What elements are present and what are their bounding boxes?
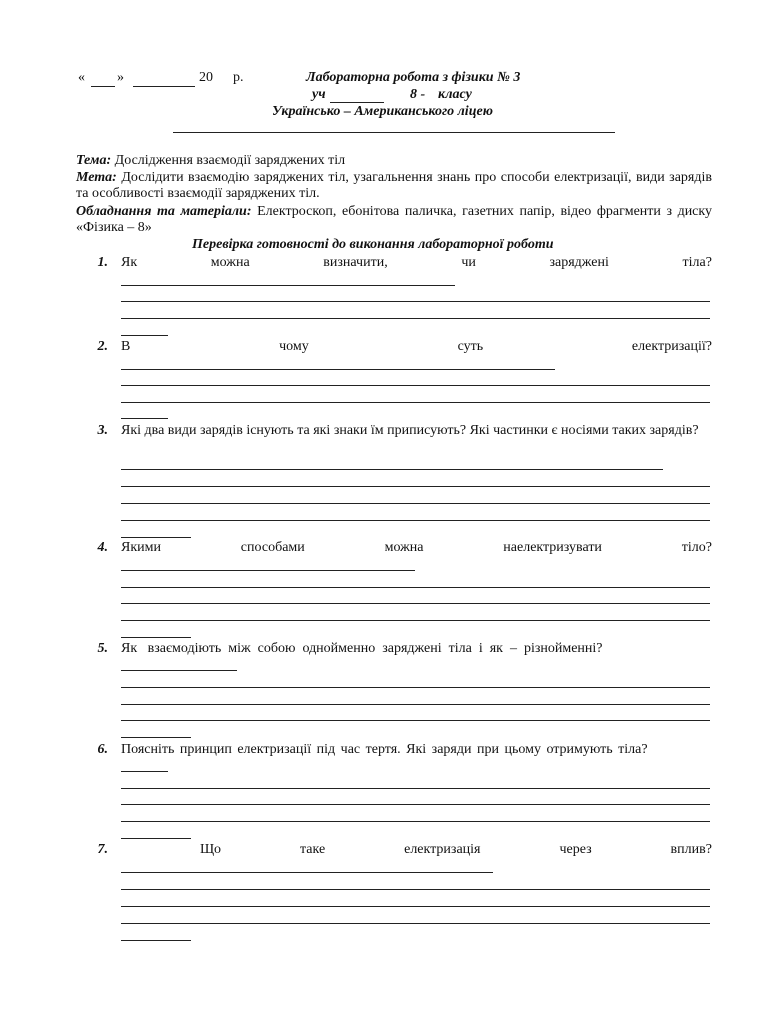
answer-line[interactable] xyxy=(121,285,455,286)
answer-line[interactable] xyxy=(121,940,191,941)
equipment-text: Електроскоп, ебонітова паличка, газетних папір, відео фрагменти з диску «Фізика – 8» xyxy=(76,204,713,235)
word: суть xyxy=(457,339,484,354)
answer-line[interactable] xyxy=(121,906,710,907)
answer-line[interactable] xyxy=(121,486,710,487)
question-text: Поясніть принцип електризації під час тертя. Які заряди при цьому отримують тіла? xyxy=(121,742,648,757)
word: Якими xyxy=(121,540,161,555)
word: заряджені xyxy=(549,255,609,270)
question-text xyxy=(121,255,712,271)
answer-line[interactable] xyxy=(121,889,710,890)
answer-line[interactable] xyxy=(121,838,191,839)
word: через xyxy=(559,842,592,857)
answer-line[interactable] xyxy=(121,587,710,588)
question-number: 3. xyxy=(97,423,108,438)
date-year: 20 xyxy=(199,70,213,85)
answer-line[interactable] xyxy=(121,520,710,521)
class-label: класу xyxy=(438,87,472,102)
question-number: 5. xyxy=(97,641,108,656)
word: чому xyxy=(279,339,309,354)
answer-line[interactable] xyxy=(121,620,710,621)
answer-line[interactable] xyxy=(121,687,710,688)
topic-label: Тема: xyxy=(76,153,112,168)
question-text: Як взаємодіють між собою однойменно заряджені тіла і як – різнойменні? xyxy=(121,641,603,656)
word: можна xyxy=(210,255,250,270)
question-number: 1. xyxy=(97,255,108,270)
page-title: Лабораторна робота з фізики № 3 xyxy=(306,70,521,85)
answer-line[interactable] xyxy=(121,402,710,403)
goal-label: Мета: xyxy=(76,170,117,185)
word: тіла? xyxy=(682,255,712,270)
header-rule xyxy=(173,132,615,133)
question-text xyxy=(121,842,712,858)
question-number: 7. xyxy=(97,842,108,857)
goal-text: Дослідити взаємодію заряджених тіл, узагальнення знань про способи електризації, види зарядів та особливості взаємодії заряджених тіл. xyxy=(76,170,712,201)
student-name-blank[interactable] xyxy=(330,102,384,103)
answer-line[interactable] xyxy=(121,771,168,772)
word: вплив? xyxy=(670,842,712,857)
question-number: 6. xyxy=(97,742,108,757)
grade-label: 8 - xyxy=(410,87,426,102)
answer-line[interactable] xyxy=(121,570,415,571)
answer-line[interactable] xyxy=(121,704,710,705)
answer-line[interactable] xyxy=(121,503,710,504)
equipment-paragraph xyxy=(76,204,712,236)
word: таке xyxy=(300,842,326,857)
section-title: Перевірка готовності до виконання лабораторної роботи xyxy=(192,237,554,252)
answer-line[interactable] xyxy=(121,369,555,370)
word: Що xyxy=(199,842,222,857)
school-name: Українсько – Американського ліцею xyxy=(272,104,493,119)
word: Як xyxy=(121,255,138,270)
answer-line[interactable] xyxy=(121,385,710,386)
date-close: » xyxy=(117,70,124,85)
student-label: уч xyxy=(312,87,326,102)
answer-line[interactable] xyxy=(121,335,168,336)
question-text xyxy=(121,540,712,556)
question-text: Які два види зарядів існують та які знаки їм приписують? Які частинки є носіями таких зарядів? xyxy=(121,423,699,438)
answer-line[interactable] xyxy=(121,788,710,789)
answer-line[interactable] xyxy=(121,301,710,302)
question-number: 2. xyxy=(97,339,108,354)
word: В xyxy=(121,339,131,354)
date-open: « xyxy=(78,70,85,85)
answer-line[interactable] xyxy=(121,637,191,638)
question-number: 4. xyxy=(97,540,108,555)
word: наелектризувати xyxy=(503,540,602,555)
topic-line xyxy=(76,153,345,169)
answer-line[interactable] xyxy=(121,318,710,319)
date-month-blank[interactable] xyxy=(133,86,195,87)
answer-line[interactable] xyxy=(121,418,168,419)
answer-line[interactable] xyxy=(121,923,710,924)
answer-line[interactable] xyxy=(121,821,710,822)
word: можна xyxy=(384,540,424,555)
question-text xyxy=(121,339,712,355)
goal-paragraph xyxy=(76,170,712,202)
answer-line[interactable] xyxy=(121,537,191,538)
answer-line[interactable] xyxy=(121,737,191,738)
word: тіло? xyxy=(681,540,712,555)
answer-line[interactable] xyxy=(121,872,493,873)
answer-line[interactable] xyxy=(121,670,237,671)
date-year-suffix: р. xyxy=(233,70,244,85)
word: способами xyxy=(240,540,305,555)
answer-line[interactable] xyxy=(121,720,710,721)
answer-line[interactable] xyxy=(121,804,710,805)
date-day-blank[interactable] xyxy=(91,86,115,87)
word: електризації? xyxy=(631,339,712,354)
word: визначити, xyxy=(323,255,388,270)
topic-text: Дослідження взаємодії заряджених тіл xyxy=(114,153,346,168)
equipment-label: Обладнання та матеріали: xyxy=(76,204,252,219)
answer-line[interactable] xyxy=(121,469,663,470)
word: чи xyxy=(461,255,476,270)
answer-line[interactable] xyxy=(121,603,710,604)
word: електризація xyxy=(404,842,481,857)
